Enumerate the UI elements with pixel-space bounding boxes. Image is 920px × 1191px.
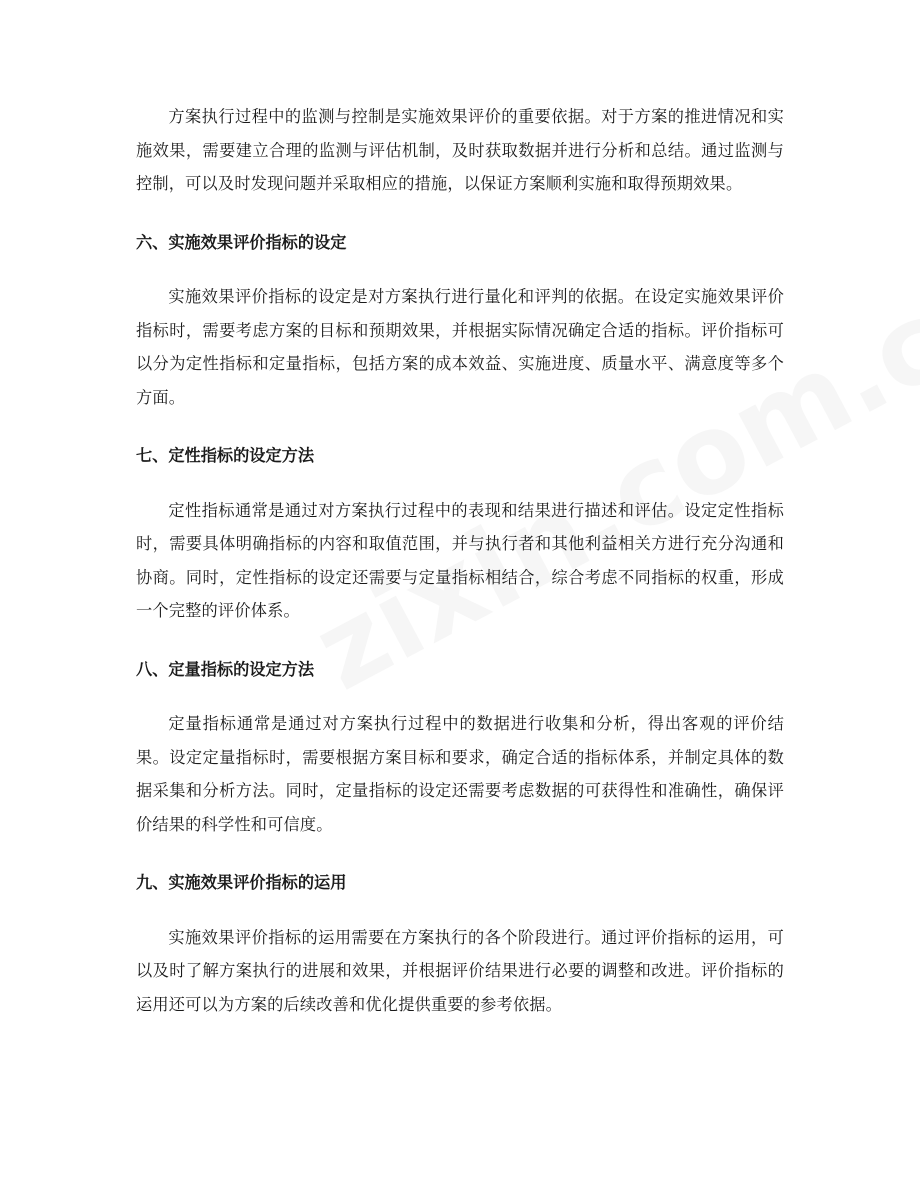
intro-paragraph: 方案执行过程中的监测与控制是实施效果评价的重要依据。对于方案的推进情况和实施效果，需要建立合理的监测与评估机制，及时获取数据并进行分析和总结。通过监测与控制，可以及时发现问题并采取相应的措施，以保证方案顺利实施和取得预期效果。 — [136, 107, 784, 193]
spacer — [136, 414, 784, 439]
section-heading-6: 六、实施效果评价指标的设定 — [136, 232, 347, 252]
spacer — [136, 473, 784, 494]
section-heading-9: 九、实施效果评价指标的运用 — [136, 873, 347, 892]
spacer — [136, 259, 784, 280]
section-heading-8: 八、定量指标的设定方法 — [136, 659, 315, 679]
document-body — [136, 100, 784, 1021]
section-paragraph-8: 定量指标通常是通过对方案执行过程中的数据进行收集和分析，得出客观的评价结果。设定定量指标时，需要根据方案目标和要求，确定合适的指标体系，并制定具体的数据采集和分析方法。同时，定量指标的设定还需要考虑数据的可获得性和准确性，确保评价结果的科学性和可信度。 — [136, 714, 784, 834]
section-heading-7: 七、定性指标的设定方法 — [136, 446, 315, 465]
spacer — [136, 841, 784, 866]
spacer — [136, 201, 784, 226]
section-paragraph-9: 实施效果评价指标的运用需要在方案执行的各个阶段进行。通过评价指标的运用，可以及时了解方案执行的进展和效果，并根据评价结果进行必要的调整和改进。评价指标的运用还可以为方案的后续改善和优化提供重要的参考依据。 — [136, 927, 784, 1014]
section-paragraph-6: 实施效果评价指标的设定是对方案执行进行量化和评判的依据。在设定实施效果评价指标时，需要考虑方案的目标和预期效果，并根据实际情况确定合适的指标。评价指标可以分为定性指标和定量指标，包括方案的成本效益、实施进度、质量水平、满意度等多个方面。 — [136, 287, 784, 407]
spacer — [136, 900, 784, 921]
spacer — [136, 686, 784, 707]
spacer — [136, 628, 784, 653]
section-paragraph-7: 定性指标通常是通过对方案执行过程中的表现和结果进行描述和评估。设定定性指标时，需要具体明确指标的内容和取值范围，并与执行者和其他利益相关方进行充分沟通和协商。同时，定性指标的设定还需要与定量指标相结合，综合考虑不同指标的权重，形成一个完整的评价体系。 — [136, 500, 784, 620]
